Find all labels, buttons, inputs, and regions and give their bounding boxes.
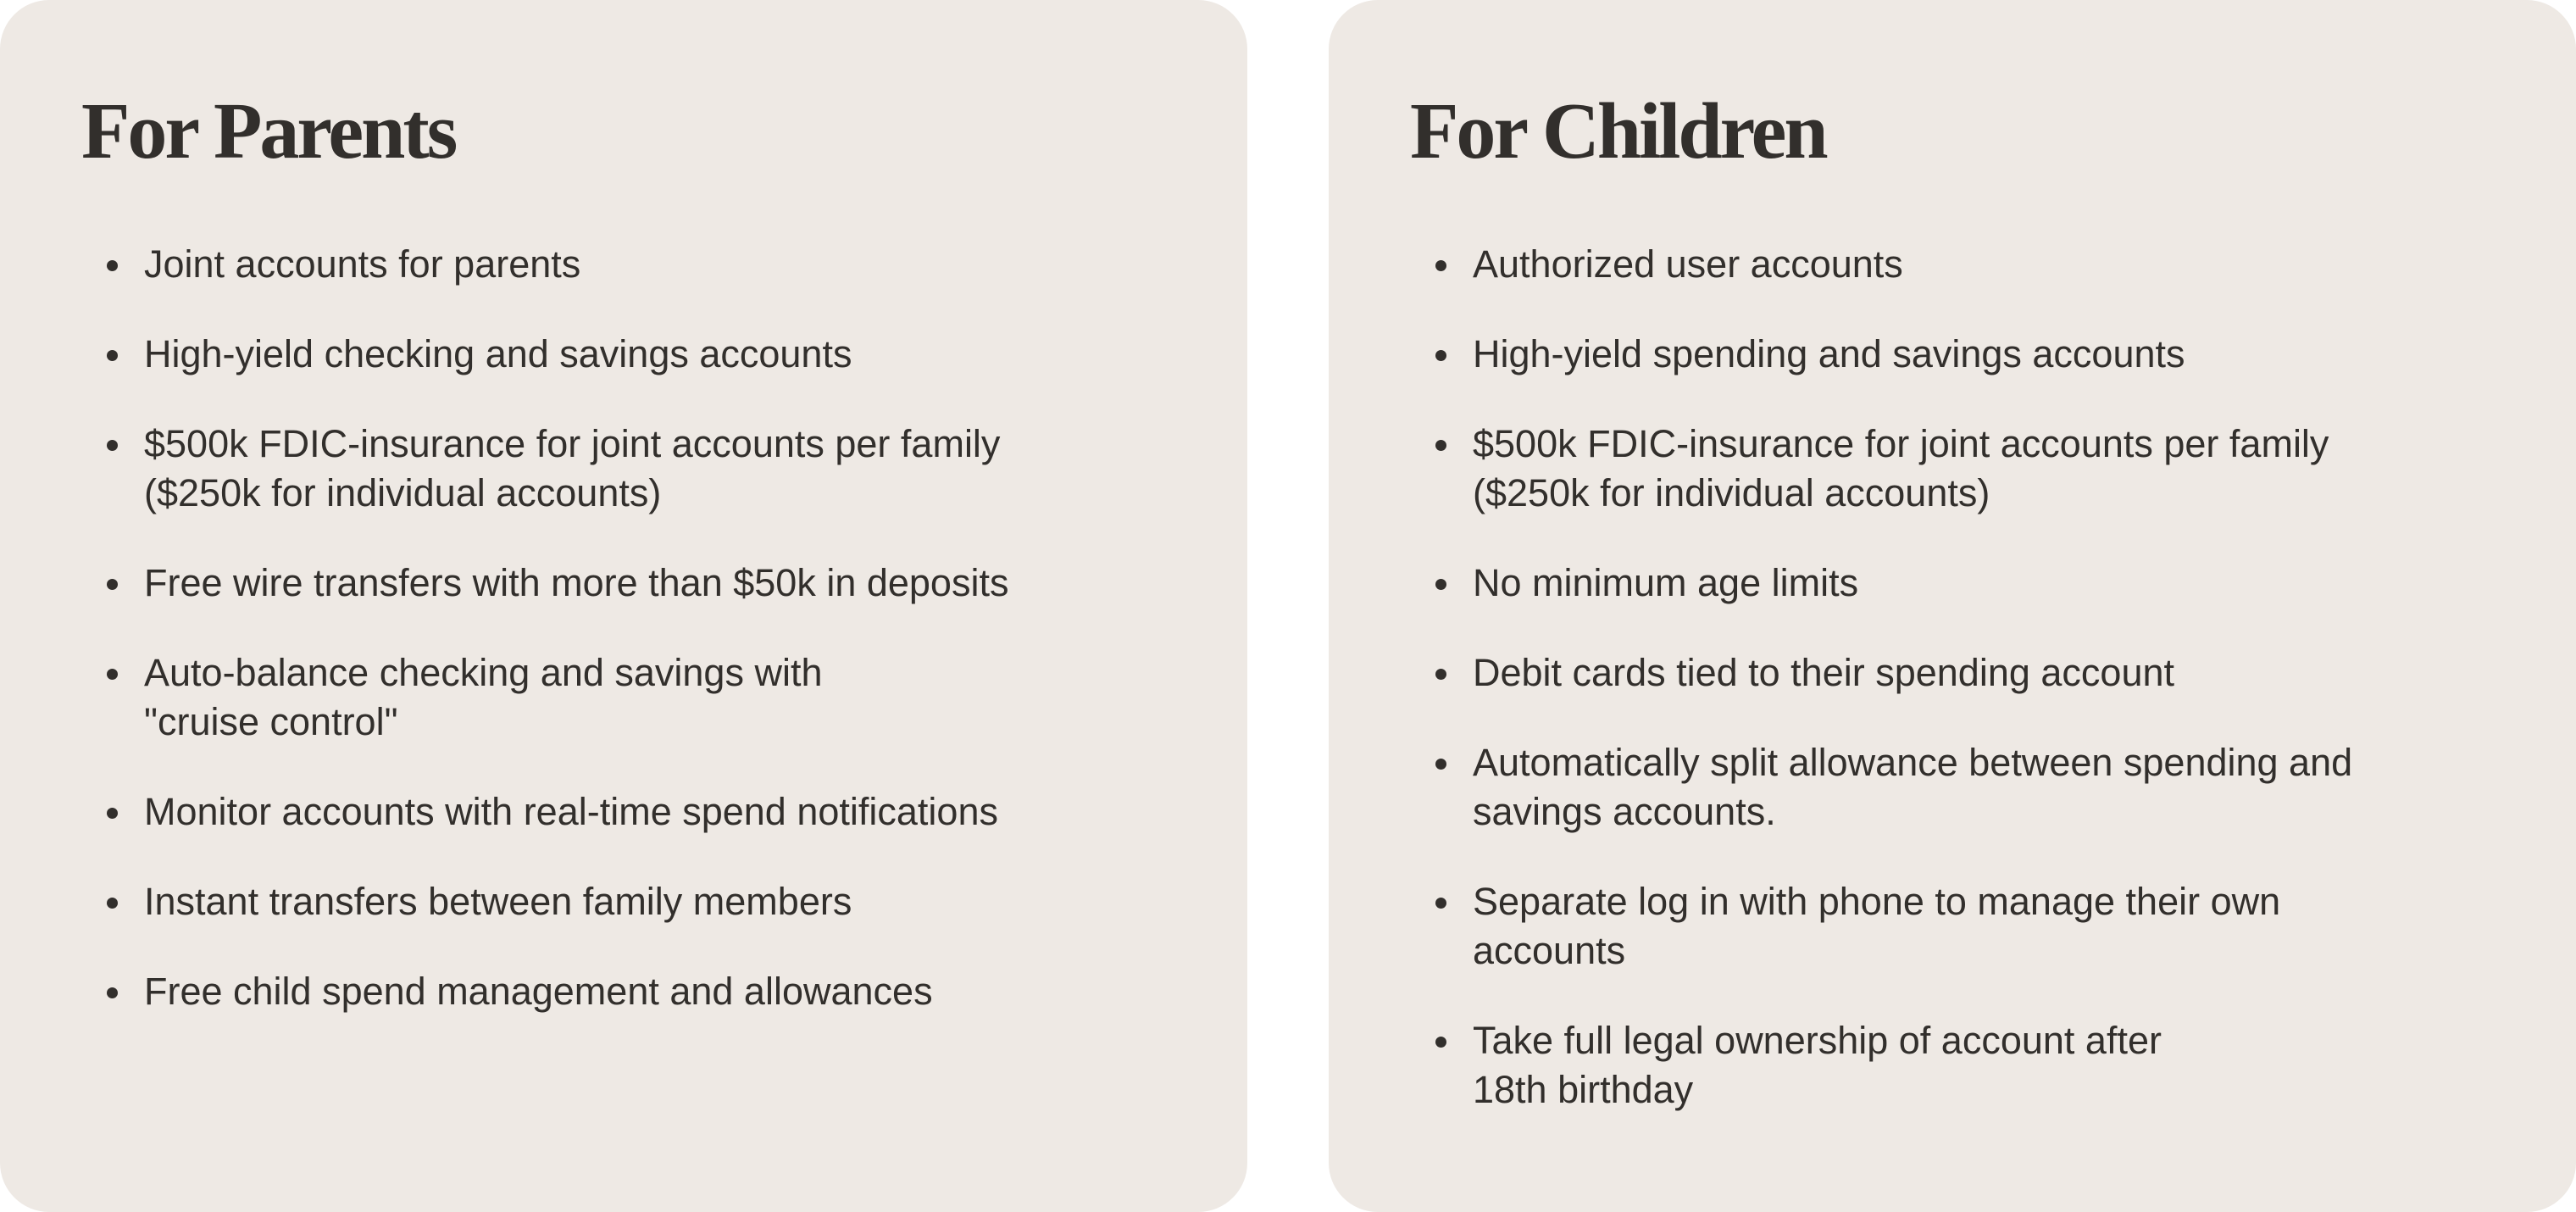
bullet-icon (107, 350, 118, 361)
list-item (81, 648, 1196, 747)
list-item (1410, 738, 2525, 837)
bullet-icon (107, 260, 118, 271)
list-item-text: Free child spend management and allowances (144, 970, 933, 1013)
children-card-title: For Children (1410, 87, 1826, 175)
list-item-text: High-yield spending and savings accounts (1473, 332, 2185, 375)
list-item-text: $500k FDIC-insurance for joint accounts per family (144, 422, 1001, 465)
list-item-text: Monitor accounts with real-time spend notifications (144, 790, 998, 833)
bullet-icon (107, 669, 118, 680)
bullet-icon (1435, 350, 1446, 361)
bullet-icon (107, 898, 118, 909)
list-item-text: Authorized user accounts (1473, 242, 1903, 286)
list-item (81, 787, 1196, 837)
bullet-icon (107, 987, 118, 998)
children-card (1329, 0, 2576, 1212)
bullet-icon (107, 440, 118, 451)
list-item (81, 330, 1196, 379)
list-item (1410, 877, 2525, 976)
list-item-text: Instant transfers between family members (144, 880, 852, 923)
parents-card-title: For Parents (81, 87, 456, 175)
list-item-text: Separate log in with phone to manage their own (1473, 880, 2281, 923)
list-item-text: High-yield checking and savings accounts (144, 332, 852, 375)
list-item (1410, 330, 2525, 379)
list-item-text: ($250k for individual accounts) (144, 471, 662, 514)
bullet-icon (1435, 260, 1446, 271)
list-item-text: Automatically split allowance between spending and (1473, 741, 2353, 784)
bullet-icon (1435, 579, 1446, 590)
bullet-icon (107, 808, 118, 819)
bullet-icon (1435, 898, 1446, 909)
list-item-text: Debit cards tied to their spending account (1473, 651, 2174, 694)
list-item (81, 240, 1196, 289)
bullet-icon (107, 579, 118, 590)
list-item (81, 420, 1196, 518)
list-item-text: savings accounts. (1473, 790, 1776, 833)
list-item (1410, 240, 2525, 289)
list-item-text: "cruise control" (144, 700, 398, 743)
list-item (81, 559, 1196, 608)
list-item (81, 877, 1196, 926)
bullet-icon (1435, 759, 1446, 770)
list-item (81, 967, 1196, 1016)
list-item (1410, 559, 2525, 608)
parents-feature-list (81, 240, 1196, 1057)
bullet-icon (1435, 1037, 1446, 1048)
bullet-icon (1435, 440, 1446, 451)
list-item-text: No minimum age limits (1473, 561, 1859, 604)
list-item-text: accounts (1473, 929, 1626, 972)
list-item (1410, 648, 2525, 698)
list-item (1410, 420, 2525, 518)
parents-card (0, 0, 1247, 1212)
list-item-text: Free wire transfers with more than $50k in deposits (144, 561, 1009, 604)
list-item-text: Auto-balance checking and savings with (144, 651, 823, 694)
list-item (1410, 1016, 2525, 1115)
bullet-icon (1435, 669, 1446, 680)
list-item-text: Joint accounts for parents (144, 242, 581, 286)
children-feature-list (1410, 240, 2525, 1155)
list-item-text: ($250k for individual accounts) (1473, 471, 1990, 514)
list-item-text: $500k FDIC-insurance for joint accounts per family (1473, 422, 2329, 465)
list-item-text: Take full legal ownership of account after (1473, 1019, 2162, 1062)
list-item-text: 18th birthday (1473, 1068, 1694, 1111)
